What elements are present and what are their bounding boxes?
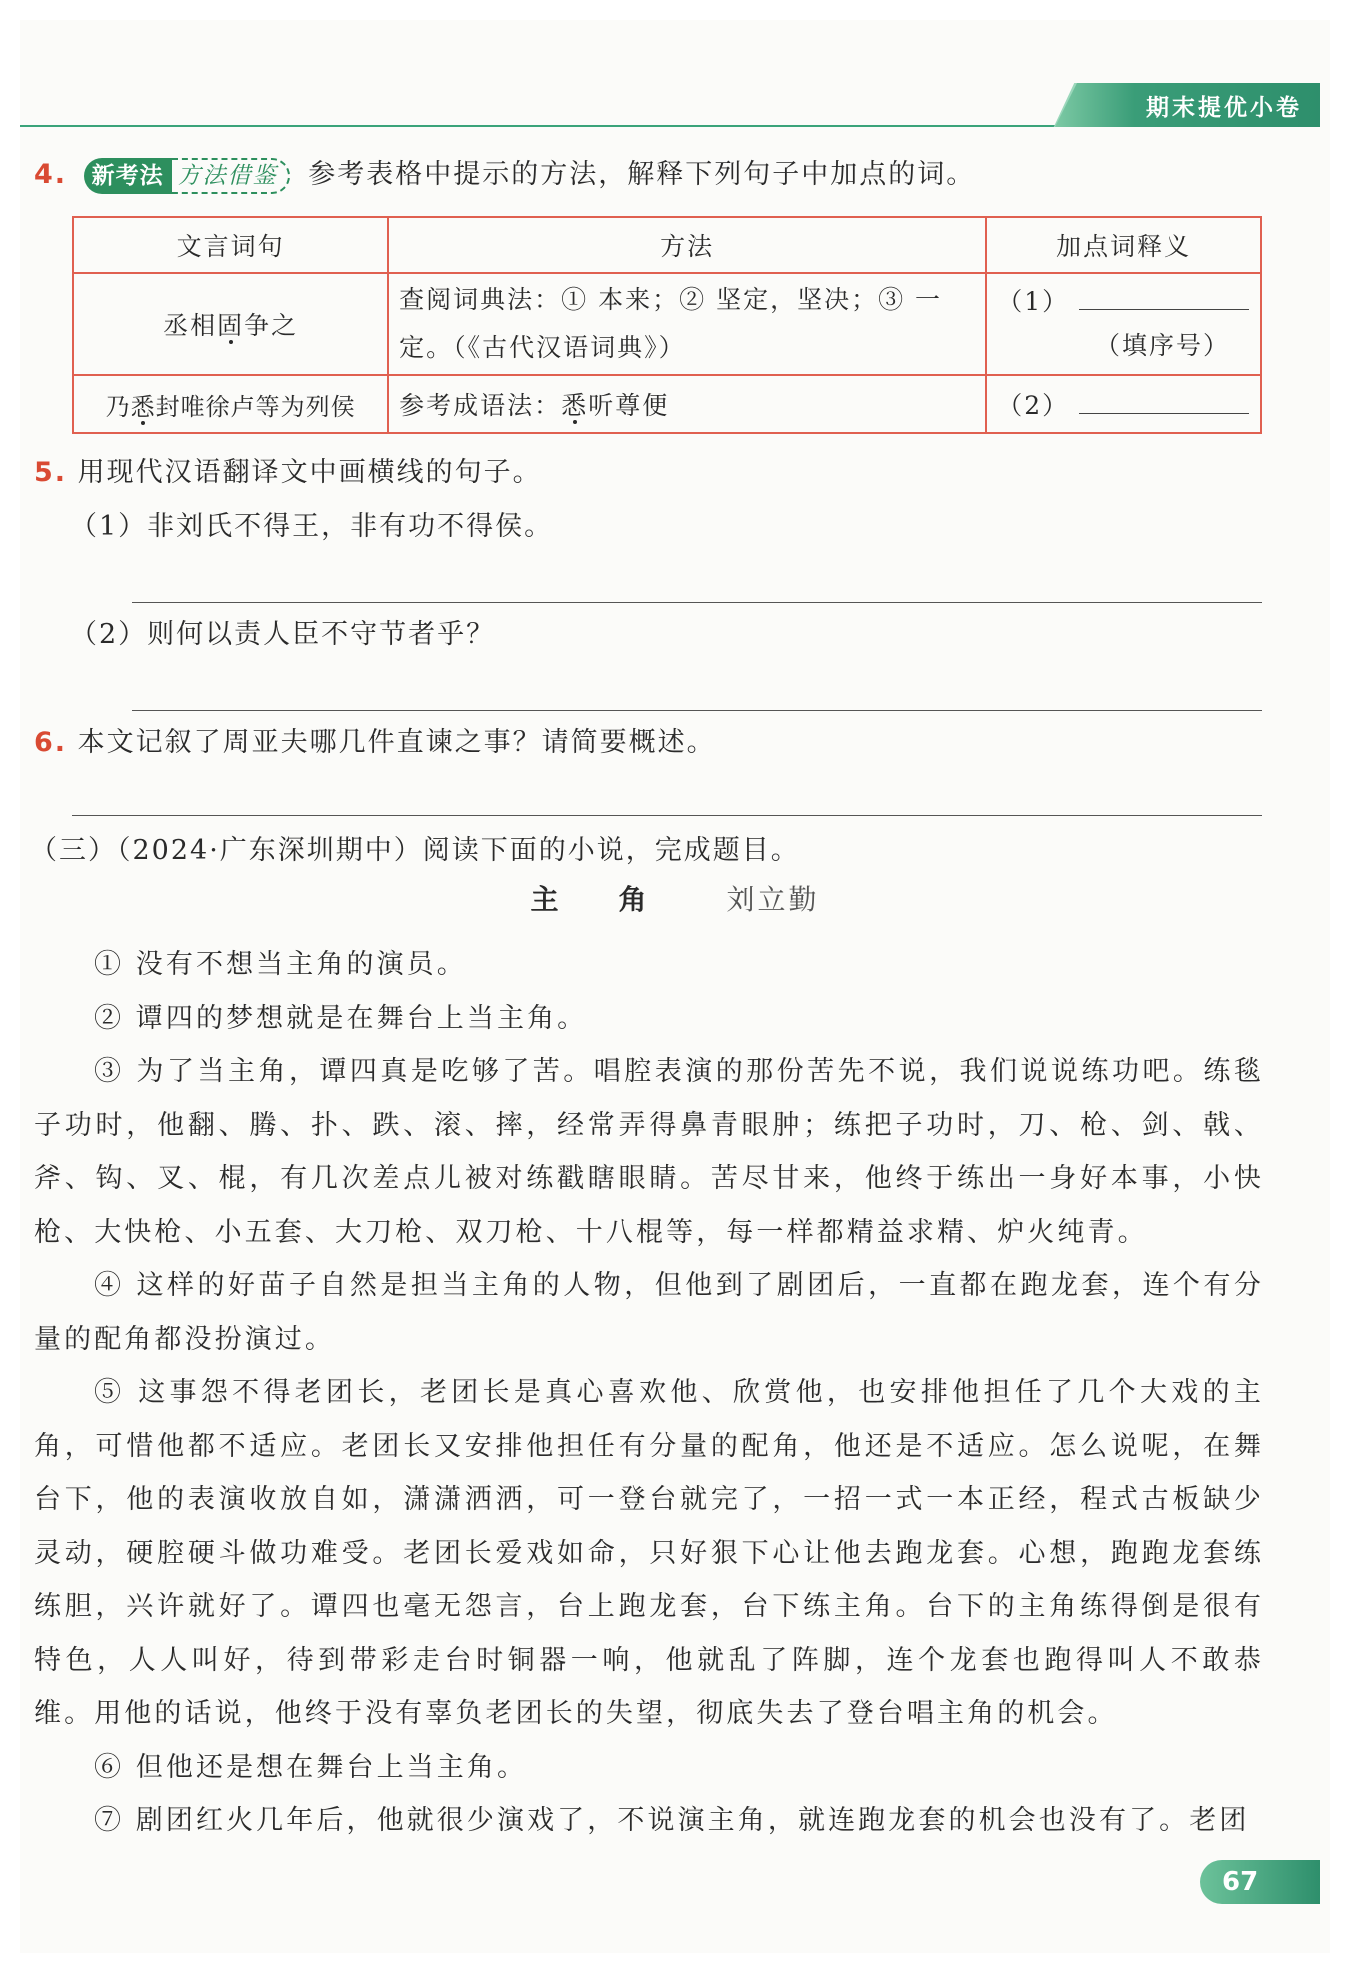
- page-number: 67: [1200, 1860, 1320, 1904]
- question-number: 6.: [34, 727, 68, 758]
- translation-item: （2）则何以责人臣不守节者乎？: [70, 619, 496, 650]
- question-number: 4.: [34, 159, 68, 190]
- question-6: [34, 716, 716, 770]
- story-paragraph: ③ 为了当主角，谭四真是吃够了苦。唱腔表演的那份苦先不说，我们说说练功吧。练毯子功时，他翻、腾、扑、跌、滚、摔，经常弄得鼻青眼肿；练把子功时，刀、枪、剑、戟、斧、钩、叉、棍，有几次差点儿被对练戳瞎眼睛。苦尽甘来，他终于练出一身好本事，小快枪、大快枪、小五套、大刀枪、双刀枪、十八棍等，每一样都精益求精、炉火纯青。: [34, 1056, 1264, 1248]
- table-answer-cell: [986, 273, 1261, 375]
- story-author: 刘立勤: [726, 883, 820, 916]
- answer-line[interactable]: [132, 602, 1262, 603]
- answer-label: （1）: [997, 287, 1070, 316]
- answer-blank[interactable]: [1079, 287, 1249, 310]
- question-5: [34, 446, 542, 500]
- table-header-cell: 文言词句: [73, 217, 388, 273]
- story-title-line: [0, 878, 1350, 918]
- question-prompt: 本文记叙了周亚夫哪几件直谏之事？请简要概述。: [77, 727, 716, 758]
- answer-hint: （填序号）: [1094, 331, 1230, 360]
- method-text: 查阅词典法：① 本来；② 坚定，坚决；③ 一: [399, 285, 943, 314]
- story-paragraph: ⑦ 剧团红火几年后，他就很少演戏了，不说演主角，就连跑龙套的机会也没有了。老团: [94, 1805, 1250, 1836]
- dotted-word: 悉: [130, 392, 156, 421]
- table-method-cell: [388, 375, 986, 433]
- phrase-text: 封唯徐卢等为列侯: [155, 392, 356, 421]
- table-phrase-cell: [73, 375, 388, 433]
- question-prompt: 用现代汉语翻译文中画横线的句子。: [77, 457, 542, 488]
- question-4: [34, 148, 975, 202]
- story-paragraph: ⑤ 这事怨不得老团长，老团长是真心喜欢他、欣赏他，也安排他担任了几个大戏的主角，可惜他都不适应。老团长又安排他担任有分量的配角，他还是不适应。怎么说呢，在舞台下，他的表演收放自如，潇潇洒洒，可一登台就完了，一招一式一本正经，程式古板缺少灵动，硬腔硬斗做功难受。老团长爱戏如命，只好狠下心让他去跑龙套。心想，跑跑龙套练练胆，兴许就好了。谭四也毫无怨言，台上跑龙套，台下练主角。台下的主角练得倒是很有特色，人人叫好，待到带彩走台时铜器一响，他就乱了阵脚，连个龙套也跑得叫人不敢恭维。用他的话说，他终于没有辜负老团长的失望，彻底失去了登台唱主角的机会。: [34, 1377, 1264, 1729]
- table-method-cell: [388, 273, 986, 375]
- dotted-word: 固: [217, 311, 245, 340]
- section-title: 期末提优小卷: [1146, 95, 1302, 121]
- table-answer-cell: [986, 375, 1261, 433]
- phrase-text: 争之: [244, 311, 299, 340]
- table-header-row: [73, 217, 1261, 273]
- question-prompt: 参考表格中提示的方法，解释下列句子中加点的词。: [308, 159, 976, 190]
- question-number: 5.: [34, 457, 68, 488]
- answer-label: （2）: [997, 391, 1070, 420]
- answer-line[interactable]: [72, 815, 1262, 816]
- story-paragraph: ① 没有不想当主角的演员。: [94, 949, 467, 980]
- translation-item: （1）非刘氏不得王，非有功不得侯。: [70, 511, 554, 542]
- method-table: [72, 216, 1262, 434]
- method-text: 定。（《古代汉语词典》）: [399, 333, 686, 362]
- table-row: [73, 273, 1261, 375]
- table-row: [73, 375, 1261, 433]
- answer-blank[interactable]: [1079, 391, 1249, 414]
- method-text: 参考成语法：: [399, 391, 562, 420]
- story-body: [34, 938, 1264, 1848]
- story-title: 主角: [530, 883, 707, 916]
- section-intro: （三）（2024·广东深圳期中）阅读下面的小说，完成题目。: [30, 835, 800, 866]
- answer-line[interactable]: [132, 710, 1262, 711]
- dotted-word: 悉: [561, 391, 589, 420]
- new-method-badge: [84, 158, 290, 194]
- table-phrase-cell: [73, 273, 388, 375]
- method-text: 听尊便: [588, 391, 670, 420]
- story-paragraph: ⑥ 但他还是想在舞台上当主角。: [94, 1751, 528, 1783]
- table-header-cell: 加点词释义: [986, 217, 1261, 273]
- story-paragraph: ② 谭四的梦想就是在舞台上当主角。: [94, 1002, 588, 1034]
- story-paragraph: ④ 这样的好苗子自然是担当主角的人物，但他到了剧团后，一直都在跑龙套，连个有分量的配角都没扮演过。: [34, 1270, 1264, 1355]
- badge-label-new: 新考法: [84, 158, 172, 194]
- phrase-text: 乃: [105, 392, 131, 421]
- phrase-text: 丞相: [163, 311, 218, 340]
- badge-label-method: 方法借鉴: [172, 158, 290, 194]
- table-header-cell: 方法: [388, 217, 986, 273]
